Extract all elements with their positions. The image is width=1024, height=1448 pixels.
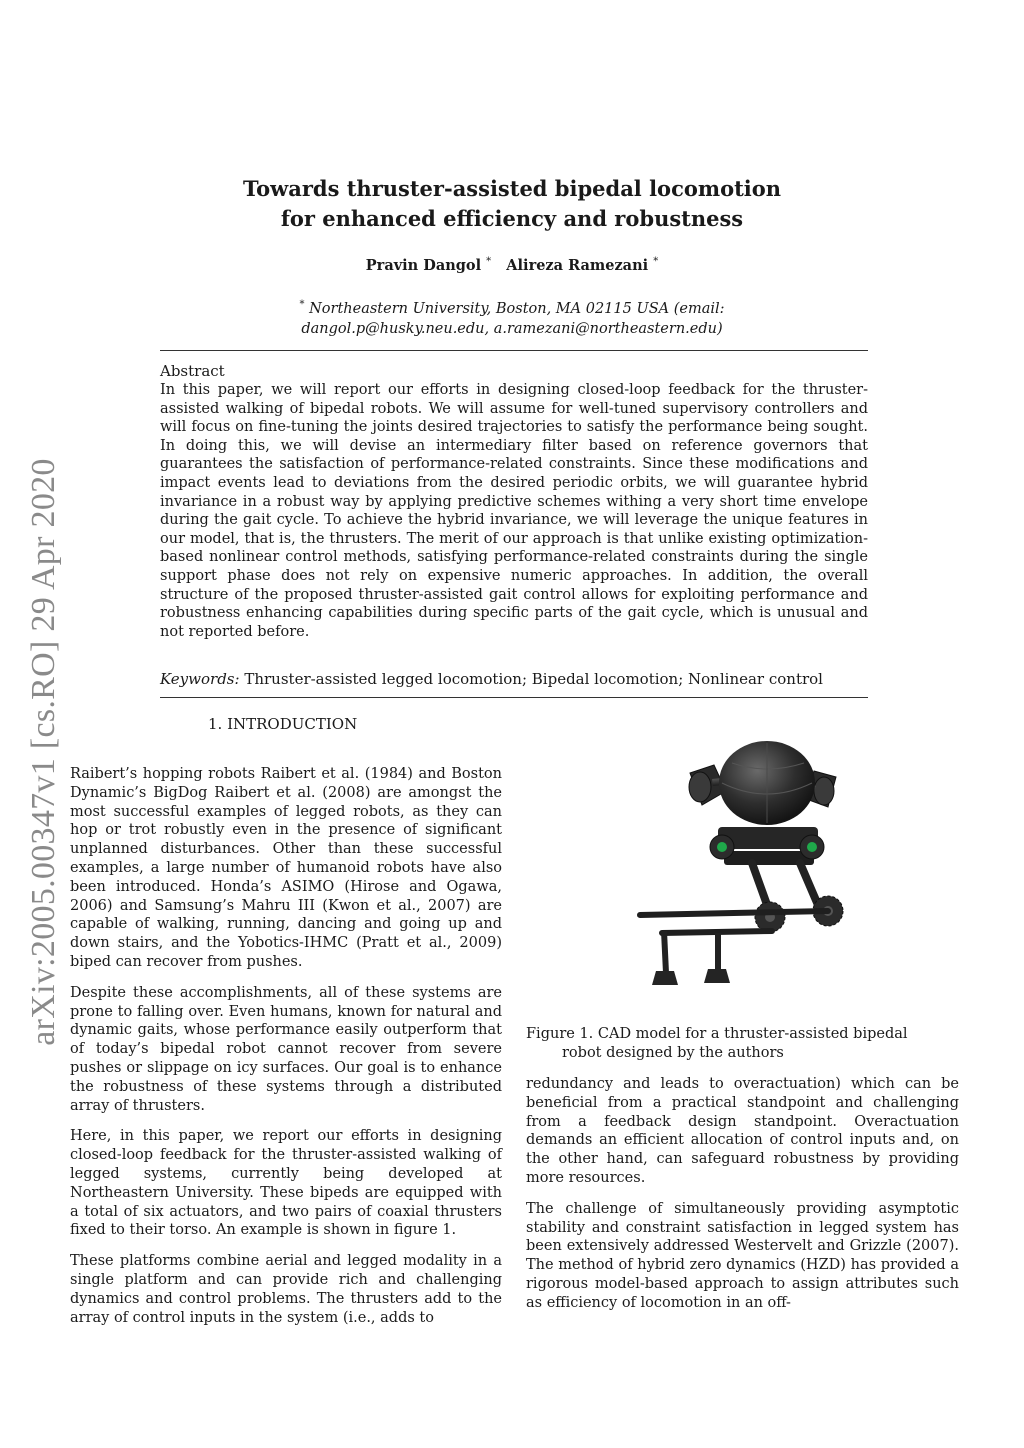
keywords-text: Thruster-assisted legged locomotion; Bipedal locomotion; Nonlinear control bbox=[244, 670, 823, 688]
abstract-heading: Abstract bbox=[160, 362, 225, 380]
author-name: Alireza Ramezani bbox=[506, 256, 649, 274]
title-line-2: for enhanced efficiency and robustness bbox=[280, 206, 744, 231]
affiliation-mark: * bbox=[299, 299, 305, 310]
robot-cad-figure bbox=[622, 735, 964, 1015]
arxiv-stamp-text: arXiv:2005.00347v1 [cs.RO] 29 Apr 2020 bbox=[25, 458, 62, 1046]
affiliation-mark: * bbox=[653, 256, 659, 267]
caption-line-1: Figure 1. CAD model for a thruster-assisted bipedal bbox=[526, 1026, 908, 1042]
author-list bbox=[0, 256, 1024, 274]
affiliation bbox=[0, 295, 1024, 339]
paragraph: The challenge of simultaneously providing asymptotic stability and constraint satisfaction in legged system has been extensively addressed Westervelt and Grizzle (2007). The method of hybrid zero dynamics (HZD) has provided a rigorous model-based approach to assign attributes such as efficiency of locomotion in an off- bbox=[526, 1200, 959, 1311]
affiliation-mark: * bbox=[486, 256, 492, 267]
right-column bbox=[526, 1075, 959, 1325]
left-column bbox=[70, 765, 502, 1339]
paragraph: These platforms combine aerial and legged modality in a single platform and can provide rich and challenging dynamics and control problems. The thrusters add to the array of control inputs in the system (i.e., adds to bbox=[70, 1253, 502, 1326]
author-name: Pravin Dangol bbox=[365, 256, 482, 274]
figure-caption bbox=[526, 1025, 959, 1063]
paragraph: Despite these accomplishments, all of these systems are prone to falling over. Even humans, known for natural and dynamic gaits, whose performance easily outperform that of today’s bipedal robot cannot recover from severe pushes or slippage on icy surfaces. Our goal is to enhance the robustness of these systems through a distributed array of thrusters. bbox=[70, 984, 502, 1114]
paragraph: Raibert’s hopping robots Raibert et al. (1984) and Boston Dynamic’s BigDog Raibert et al. (2008) are amongst the most successful examples of legged robots, as they can hop or trot robustly even in the presence of significant unplanned disturbances. Other than these successful examples, a large number of humanoid robots have also been introduced. Honda’s ASIMO (Hirose and Ogawa, 2006) and Samsung’s Mahru III (Kwon et al., 2007) are capable of walking, running, dancing and going up and down stairs, and the Yobotics-IHMC (Pratt et al., 2009) biped can recover from pushes. bbox=[70, 766, 502, 970]
caption-line-2: robot designed by the authors bbox=[562, 1045, 784, 1061]
section-heading: 1. INTRODUCTION bbox=[208, 715, 358, 733]
paragraph: Here, in this paper, we report our efforts in designing closed-loop feedback for the thruster-assisted walking of legged systems, currently being developed at Northeastern University. These bipeds are equipped with a total of six actuators, and two pairs of coaxial thrusters fixed to their torso. An example is shown in figure 1. bbox=[70, 1128, 502, 1239]
divider-bottom bbox=[160, 697, 868, 698]
keywords bbox=[160, 670, 868, 688]
paper-title bbox=[0, 174, 1024, 234]
keywords-label: Keywords: bbox=[160, 670, 240, 688]
affiliation-line-2: dangol.p@husky.neu.edu, a.ramezani@northeastern.edu) bbox=[301, 320, 723, 337]
paragraph: redundancy and leads to overactuation) which can be beneficial from a practical standpoint and challenging from a feedback design standpoint. Overactuation demands an efficient allocation of control inputs and, on the other hand, can safeguard robustness by providing more resources. bbox=[526, 1076, 959, 1186]
affiliation-line-1: Northeastern University, Boston, MA 02115 USA (email: bbox=[309, 300, 725, 317]
knee-joint-front bbox=[755, 902, 785, 932]
abstract-text: In this paper, we will report our efforts in designing closed-loop feedback for the thruster-assisted walking of bipedal robots. We will assume for well-tuned supervisory controllers and will focus on fine-tuning the joints desired trajectories to satisfy the performance being sought. In doing this, we will devise an intermediary filter based on reference governors that guarantees the satisfaction of performance-related constraints. Since these modifications and impact events lead to deviations from the desired periodic orbits, we will guarantee hybrid invariance in a robust way by applying predictive schemes withing a very short time envelope during the gait cycle. To achieve the hybrid invariance, we will leverage the unique features in our model, that is, the thrusters. The merit of our approach is that unlike existing optimization-based nonlinear control methods, satisfying performance-related constraints during the single support phase does not rely on expensive numeric approaches. In addition, the overall structure of the proposed thruster-assisted gait control allows for exploiting performance and robustness enhancing capabilities during specific parts of the gait cycle, which is unusual and not reported before. bbox=[160, 382, 868, 640]
divider-top bbox=[160, 350, 868, 351]
title-line-1: Towards thruster-assisted bipedal locomotion bbox=[242, 176, 782, 201]
